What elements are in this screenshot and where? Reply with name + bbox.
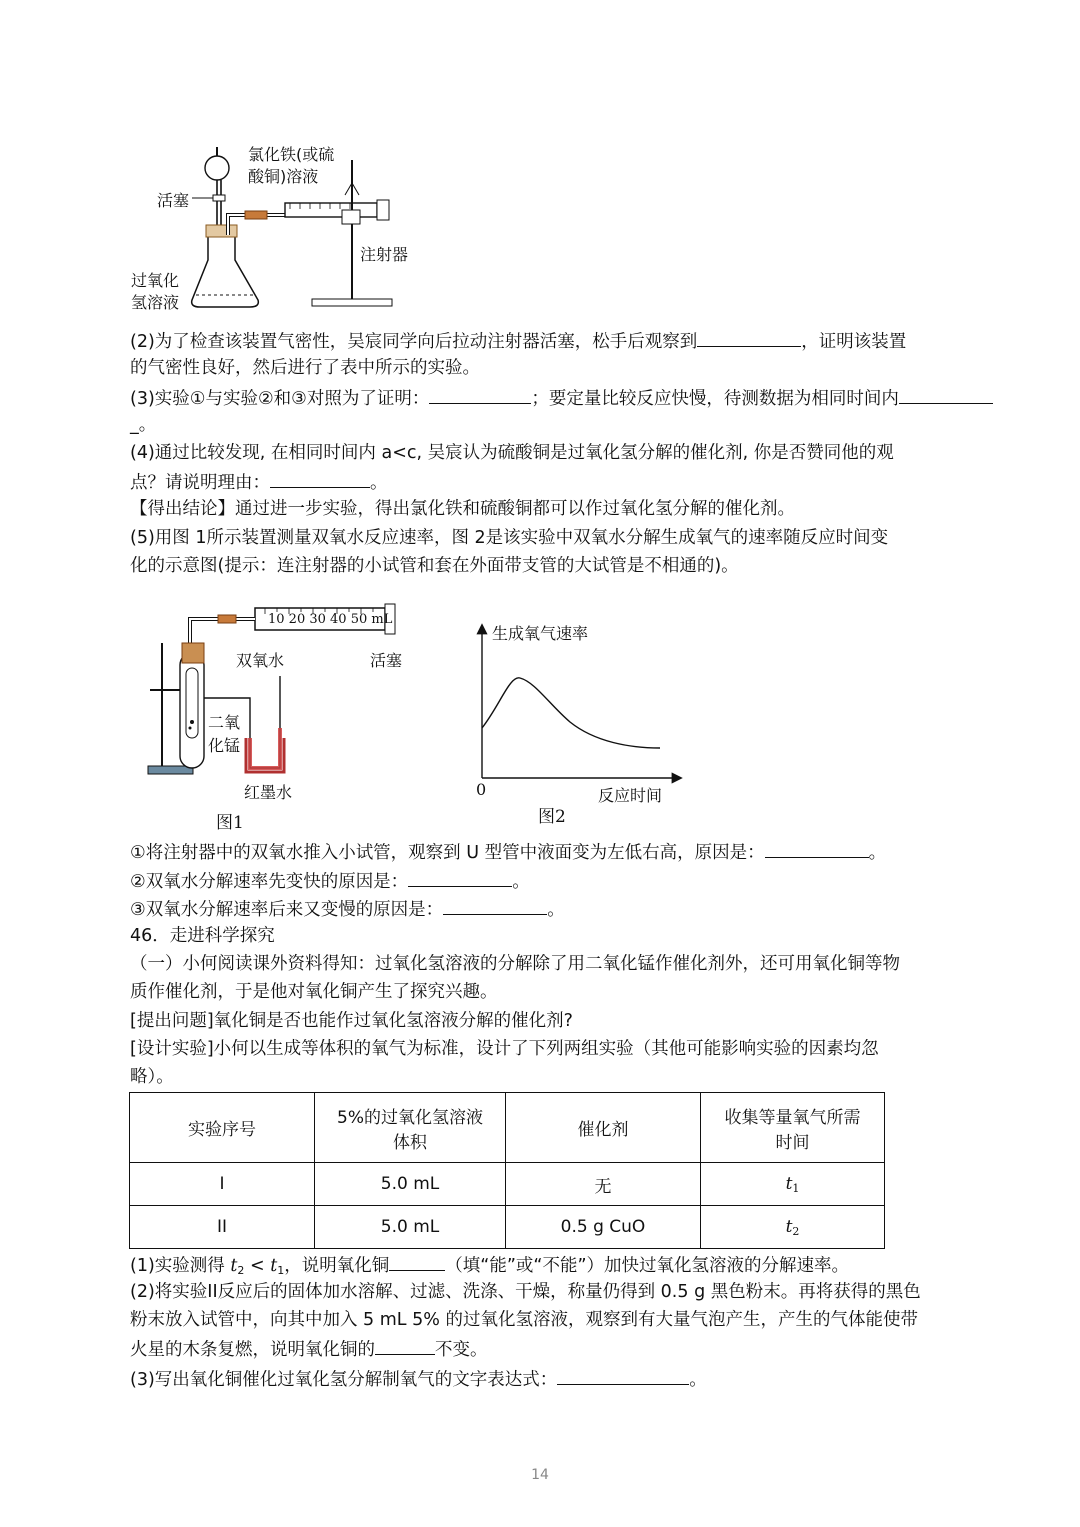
cell-time-t: t (785, 1216, 793, 1237)
th-vol-1: 5%的过氧化氢溶液 (337, 1107, 483, 1128)
sub-q3-text: ③双氧水分解速率后来又变慢的原因是： (130, 900, 444, 920)
label-h2o2-2: 氢溶液 (131, 293, 180, 312)
cell-time (701, 1206, 885, 1249)
th-time-2: 时间 (775, 1132, 810, 1153)
after-q2-l3 (130, 1336, 488, 1362)
label-fecl3-2: 酸铜)溶液 (248, 167, 319, 186)
q4-blank[interactable] (270, 469, 370, 488)
q5-line2: 化的示意图(提示：连注射器的小试管和套在外面带支管的大试管是不相通的)。 (130, 556, 739, 576)
th-time (701, 1093, 885, 1163)
sub-q2-text: ②双氧水分解速率先变快的原因是： (130, 872, 409, 892)
t1: t (270, 1256, 278, 1276)
sub-q2-blank[interactable] (408, 868, 512, 887)
after-q3-b: 。 (689, 1370, 707, 1390)
figure-2-caption: 图2 (538, 807, 566, 827)
label-syringe: 注射器 (360, 245, 409, 264)
q5-line1: (5)用图 1所示装置测量双氧水反应速率，图 2是该实验中双氧水分解生成氧气的速率随反应时间变 (130, 528, 889, 548)
sub-q1-text: ①将注射器中的双氧水推入小试管，观察到 U 型管中液面变为左低右高，原因是： (130, 843, 765, 863)
q2-line1 (130, 328, 906, 354)
figure-1-caption: 图1 (216, 813, 244, 833)
sub-q2-end: 。 (512, 872, 530, 892)
q4-text-b: 。 (370, 473, 388, 493)
q2-text-a: (2)为了检查该装置气密性，吴宸同学向后拉动注射器活塞，松手后观察到 (130, 332, 698, 352)
label-fecl3: 氯化铁(或硫 (248, 145, 335, 164)
chart-origin: 0 (476, 780, 487, 799)
sub-q1-end: 。 (868, 843, 887, 863)
after-q1-blank[interactable] (389, 1252, 445, 1271)
q2-blank[interactable] (697, 328, 801, 347)
q3-blank-2[interactable] (899, 385, 993, 404)
q46-title: 46．走进科学探究 (130, 926, 275, 946)
th-no: 实验序号 (130, 1093, 315, 1163)
cell-no: I (130, 1163, 315, 1206)
table-row (130, 1163, 885, 1206)
after-q2-l3-b: 不变。 (435, 1340, 488, 1360)
t1-sub: 1 (277, 1264, 285, 1277)
cell-vol: 5.0 mL (315, 1206, 506, 1249)
label-mno2: 二氧 (208, 713, 241, 732)
q2-text-b: ，证明该装置 (801, 332, 907, 352)
label-mno2-2: 化锰 (208, 736, 241, 755)
q3-line2: _。 (130, 415, 157, 435)
q3-text-b: ；要定量比较反应快慢，待测数据为相同时间内 (531, 389, 899, 409)
cell-time (701, 1163, 885, 1206)
q2-line2: 的气密性良好，然后进行了表中所示的实验。 (130, 358, 480, 378)
q4-line1: (4)通过比较发现, 在相同时间内 a<c, 吴宸认为硫酸铜是过氧化氢分解的催化剂, 你是否赞同他的观 (130, 443, 894, 463)
cell-time-sub: 2 (792, 1224, 800, 1238)
q46-p2: 质作催化剂，于是他对氧化铜产生了探究兴趣。 (130, 982, 498, 1002)
after-q3-a: (3)写出氧化铜催化过氧化氢分解制氧气的文字表达式： (130, 1370, 558, 1390)
after-q1 (130, 1252, 849, 1283)
cell-time-sub: 1 (792, 1181, 800, 1195)
after-q1-a: (1)实验测得 (130, 1256, 225, 1276)
th-cat: 催化剂 (506, 1093, 701, 1163)
experiment-table (129, 1092, 885, 1249)
th-time-1: 收集等量氧气所需 (724, 1107, 861, 1128)
t2: t (230, 1256, 238, 1276)
q4-text-a: 点？请说明理由： (130, 473, 270, 493)
syringe-scale: 10 20 30 40 50 mL (268, 612, 393, 627)
q46-design2: 略）。 (130, 1067, 174, 1087)
rate-curve (482, 678, 660, 748)
cell-cat: 无 (506, 1163, 701, 1206)
sub-q3 (130, 896, 565, 922)
table-row (130, 1206, 885, 1249)
th-vol-2: 体积 (393, 1132, 427, 1153)
sub-q3-end: 。 (547, 900, 565, 920)
q46-question: [提出问题]氧化铜是否也能作过氧化氢溶液分解的催化剂? (130, 1011, 573, 1031)
cell-time-t: t (785, 1173, 793, 1194)
q46-design1: [设计实验]小何以生成等体积的氧气为标准，设计了下列两组实验（其他可能影响实验的因素均忽 (130, 1039, 879, 1059)
q3-text-a: (3)实验①与实验②和③对照为了证明： (130, 389, 430, 409)
cell-vol: 5.0 mL (315, 1163, 506, 1206)
label-valve-fig1: 活塞 (370, 651, 403, 670)
after-q2-l1: (2)将实验II反应后的固体加水溶解、过滤、洗涤、干燥，称量仍得到 0.5 g 黑色粉末。再将获得的黑色 (130, 1282, 921, 1302)
chart-y-label: 生成氧气速率 (492, 624, 589, 643)
sub-q1 (130, 839, 886, 865)
label-h2o2: 过氧化 (131, 271, 180, 290)
after-q2-l3-a: 火星的木条复燃，说明氧化铜的 (130, 1340, 375, 1360)
after-q3 (130, 1366, 707, 1392)
after-q1-c: （填“能”或“不能”）加快过氧化氢溶液的分解速率。 (445, 1256, 850, 1276)
q3-blank-1[interactable] (429, 385, 531, 404)
after-q2-l2: 粉末放入试管中，向其中加入 5 mL 5% 的过氧化氢溶液，观察到有大量气泡产生，产生的气体能使带 (130, 1310, 918, 1330)
page-number: 14 (531, 1467, 549, 1483)
lt-sign: < (244, 1256, 271, 1276)
label-h2o2-fig1: 双氧水 (236, 651, 285, 670)
sub-q2 (130, 868, 530, 894)
q4-line2 (130, 469, 388, 495)
after-q2-blank[interactable] (375, 1336, 435, 1355)
label-valve: 活塞 (157, 191, 190, 210)
cell-no: II (130, 1206, 315, 1249)
sub-q1-blank[interactable] (765, 839, 869, 858)
t2-sub: 2 (237, 1264, 245, 1277)
conclusion-line: 【得出结论】通过进一步实验，得出氯化铁和硫酸铜都可以作过氧化氢分解的催化剂。 (130, 499, 795, 519)
after-q3-blank[interactable] (557, 1366, 689, 1385)
after-q1-b: ，说明氧化铜 (284, 1256, 390, 1276)
label-red-ink: 红墨水 (244, 783, 293, 802)
table-header-row (130, 1093, 885, 1163)
q46-p1: （一）小何阅读课外资料得知：过氧化氢溶液的分解除了用二氧化锰作催化剂外，还可用氧化铜等物 (130, 954, 900, 974)
cell-cat: 0.5 g CuO (506, 1206, 701, 1249)
th-vol (315, 1093, 506, 1163)
chart-x-label: 反应时间 (598, 786, 663, 805)
q3-line1 (130, 385, 993, 411)
sub-q3-blank[interactable] (443, 896, 547, 915)
